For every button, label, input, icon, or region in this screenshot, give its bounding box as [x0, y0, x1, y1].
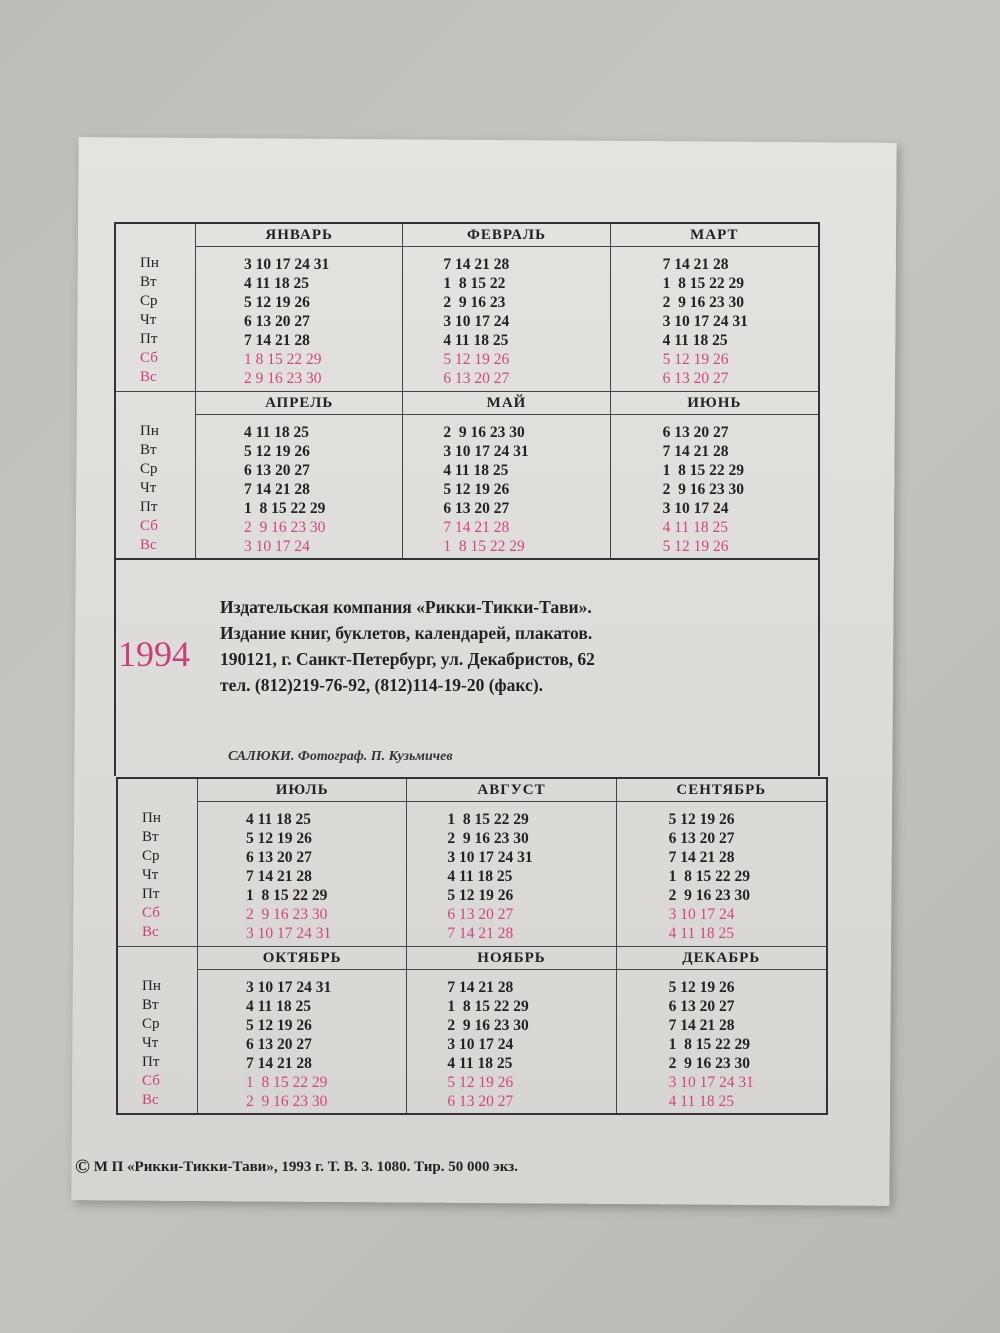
month-name: ЯНВАРЬ [196, 224, 402, 247]
week-row: 6 13 20 27 [668, 830, 735, 847]
week-row: 3 10 17 24 31 [668, 1074, 754, 1091]
week-row: 4 11 18 25 [244, 424, 310, 441]
week-row: 1 8 15 22 29 [662, 275, 745, 292]
weekday-label: Вс [142, 924, 159, 940]
week-row: 4 11 18 25 [246, 998, 312, 1015]
weekday-label: Пт [142, 1054, 160, 1070]
weekday-label: Вт [142, 829, 159, 845]
publisher-line: 190121, г. Санкт-Петербург, ул. Декабристов, 62 [220, 649, 595, 669]
week-row: 2 9 16 23 30 [668, 887, 751, 904]
week-row: 7 14 21 28 [662, 256, 729, 273]
week-row: 1 8 15 22 29 [662, 462, 745, 479]
weekday-column [116, 391, 196, 558]
photo-credit: САЛЮКИ. Фотограф. П. Кузьмичев [228, 749, 453, 764]
month-name: ИЮЛЬ [198, 779, 406, 802]
week-row: 4 11 18 25 [244, 275, 310, 292]
weekday-label: Чт [142, 867, 159, 883]
weekday-label: Ср [140, 461, 158, 477]
weekday-label: Пн [142, 978, 161, 994]
weekday-label: Чт [142, 1035, 159, 1051]
weekday-label: Вс [140, 369, 157, 385]
week-row: 1 8 15 22 29 [447, 811, 529, 828]
weekday-label: Ср [142, 848, 160, 864]
month-block [407, 779, 616, 946]
weekday-label: Вт [140, 274, 157, 290]
week-row: 4 11 18 25 [443, 462, 509, 479]
week-row: 5 12 19 26 [668, 811, 735, 828]
weekday-label: Пн [140, 255, 159, 271]
month-name: ИЮНЬ [611, 392, 818, 415]
week-row: 5 12 19 26 [447, 1074, 514, 1091]
weekday-column [116, 224, 196, 391]
week-row: 2 9 16 23 30 [662, 481, 745, 498]
weekday-label: Пт [140, 331, 158, 347]
week-row: 5 12 19 26 [244, 443, 310, 460]
week-row: 3 10 17 24 [447, 1036, 514, 1053]
week-row: 6 13 20 27 [443, 500, 510, 517]
week-row: 5 12 19 26 [668, 979, 735, 996]
week-row: 2 9 16 23 [443, 294, 506, 311]
weekday-label: Пт [142, 886, 160, 902]
month-block [407, 946, 616, 1113]
week-row: 1 8 15 22 29 [246, 887, 328, 904]
week-row: 1 8 15 22 29 [443, 538, 525, 555]
week-row: 6 13 20 27 [662, 370, 729, 387]
week-row: 7 14 21 28 [244, 481, 310, 498]
weekday-label: Вс [142, 1092, 159, 1108]
week-row: 1 8 15 22 29 [668, 868, 751, 885]
month-name: МАРТ [611, 224, 818, 247]
weekday-label: Вс [140, 537, 157, 553]
month-name: АПРЕЛЬ [196, 392, 402, 415]
week-row: 2 9 16 23 30 [447, 830, 529, 847]
week-row: 3 10 17 24 [244, 538, 310, 555]
week-row: 1 8 15 22 29 [668, 1036, 751, 1053]
weekday-label: Сб [142, 1073, 160, 1089]
weekday-column [118, 779, 198, 946]
week-row: 3 10 17 24 31 [244, 256, 330, 273]
month-block [617, 779, 826, 946]
week-row: 2 9 16 23 30 [447, 1017, 529, 1034]
week-row: 7 14 21 28 [246, 868, 312, 885]
week-row: 5 12 19 26 [443, 481, 510, 498]
week-row: 6 13 20 27 [662, 424, 729, 441]
week-row: 4 11 18 25 [668, 925, 734, 942]
week-row: 5 12 19 26 [662, 538, 729, 555]
week-row: 3 10 17 24 31 [662, 313, 748, 330]
month-block [403, 391, 610, 558]
week-row: 2 9 16 23 30 [443, 424, 525, 441]
week-row: 2 9 16 23 30 [244, 519, 326, 536]
month-block [403, 224, 610, 391]
publisher-line: тел. (812)219-76-92, (812)114-19-20 (факс). [220, 675, 544, 695]
week-row: 5 12 19 26 [244, 294, 310, 311]
week-row: 3 10 17 24 [668, 906, 735, 923]
week-row: 4 11 18 25 [447, 1055, 513, 1072]
weekday-label: Сб [140, 518, 158, 534]
weekday-label: Сб [140, 350, 158, 366]
week-row: 7 14 21 28 [246, 1055, 312, 1072]
weekday-label: Вт [140, 442, 157, 458]
week-row: 7 14 21 28 [662, 443, 729, 460]
week-row: 7 14 21 28 [447, 979, 514, 996]
week-row: 2 9 16 23 30 [246, 906, 328, 923]
month-name: АВГУСТ [407, 779, 615, 802]
week-row: 7 14 21 28 [244, 332, 310, 349]
copyright-icon: © [75, 1156, 90, 1178]
week-row: 4 11 18 25 [447, 868, 513, 885]
week-row: 4 11 18 25 [246, 811, 312, 828]
month-name: ФЕВРАЛЬ [403, 224, 609, 247]
week-row: 3 10 17 24 31 [443, 443, 529, 460]
week-row: 2 9 16 23 30 [668, 1055, 751, 1072]
week-row: 2 9 16 23 30 [244, 370, 322, 387]
week-row: 4 11 18 25 [662, 332, 728, 349]
week-row: 6 13 20 27 [244, 313, 310, 330]
week-row: 7 14 21 28 [447, 925, 514, 942]
week-row: 6 13 20 27 [246, 849, 312, 866]
month-name: НОЯБРЬ [407, 947, 615, 970]
week-row: 7 14 21 28 [443, 256, 510, 273]
year-label: 1994 [118, 634, 190, 674]
week-row: 2 9 16 23 30 [246, 1093, 328, 1110]
week-row: 6 13 20 27 [244, 462, 310, 479]
publisher-line: Издание книг, буклетов, календарей, плакатов. [220, 623, 593, 643]
month-block [198, 946, 407, 1113]
week-row: 3 10 17 24 31 [246, 979, 332, 996]
month-block [617, 946, 826, 1113]
weekday-label: Пн [142, 810, 161, 826]
weekday-label: Вт [142, 997, 159, 1013]
weekday-label: Чт [140, 480, 157, 496]
week-row: 5 12 19 26 [443, 351, 510, 368]
month-name: ОКТЯБРЬ [198, 947, 406, 970]
week-row: 6 13 20 27 [668, 998, 735, 1015]
week-row: 7 14 21 28 [443, 519, 510, 536]
week-row: 5 12 19 26 [662, 351, 729, 368]
footer-imprint [75, 1156, 518, 1179]
weekday-label: Сб [142, 905, 160, 921]
publisher-line: Издательская компания «Рикки-Тикки-Тави». [220, 597, 592, 617]
week-row: 2 9 16 23 30 [662, 294, 745, 311]
weekday-label: Чт [140, 312, 157, 328]
footer-text: М П «Рикки-Тикки-Тави», 1993 г. Т. В. З. 1080. Тир. 50 000 экз. [93, 1158, 518, 1175]
week-row: 5 12 19 26 [246, 1017, 312, 1034]
week-row: 3 10 17 24 [443, 313, 510, 330]
week-row: 1 8 15 22 [443, 275, 506, 292]
week-row: 1 8 15 22 29 [244, 351, 322, 368]
weekday-label: Ср [142, 1016, 160, 1032]
week-row: 7 14 21 28 [668, 849, 735, 866]
weekday-label: Пт [140, 499, 158, 515]
calendar-grid-first-half [114, 222, 820, 560]
month-block [196, 391, 403, 558]
week-row: 3 10 17 24 [662, 500, 729, 517]
week-row: 5 12 19 26 [447, 887, 514, 904]
month-name: ДЕКАБРЬ [617, 947, 826, 970]
week-row: 5 12 19 26 [246, 830, 312, 847]
month-block [611, 391, 818, 558]
week-row: 6 13 20 27 [443, 370, 510, 387]
week-row: 1 8 15 22 29 [246, 1074, 328, 1091]
week-row: 1 8 15 22 29 [244, 500, 326, 517]
week-row: 3 10 17 24 31 [246, 925, 332, 942]
week-row: 6 13 20 27 [246, 1036, 312, 1053]
week-row: 7 14 21 28 [668, 1017, 735, 1034]
week-row: 4 11 18 25 [662, 519, 728, 536]
month-block [196, 224, 403, 391]
week-row: 1 8 15 22 29 [447, 998, 529, 1015]
week-row: 4 11 18 25 [443, 332, 509, 349]
month-name: СЕНТЯБРЬ [617, 779, 826, 802]
month-block [611, 224, 818, 391]
calendar-grid-second-half [116, 777, 828, 1115]
weekday-label: Пн [140, 423, 159, 439]
weekday-column [118, 946, 198, 1113]
publisher-info [220, 594, 595, 698]
month-name: МАЙ [403, 392, 609, 415]
week-row: 6 13 20 27 [447, 1093, 514, 1110]
week-row: 6 13 20 27 [447, 906, 514, 923]
month-block [198, 779, 407, 946]
weekday-label: Ср [140, 293, 158, 309]
week-row: 4 11 18 25 [668, 1093, 734, 1110]
week-row: 3 10 17 24 31 [447, 849, 533, 866]
